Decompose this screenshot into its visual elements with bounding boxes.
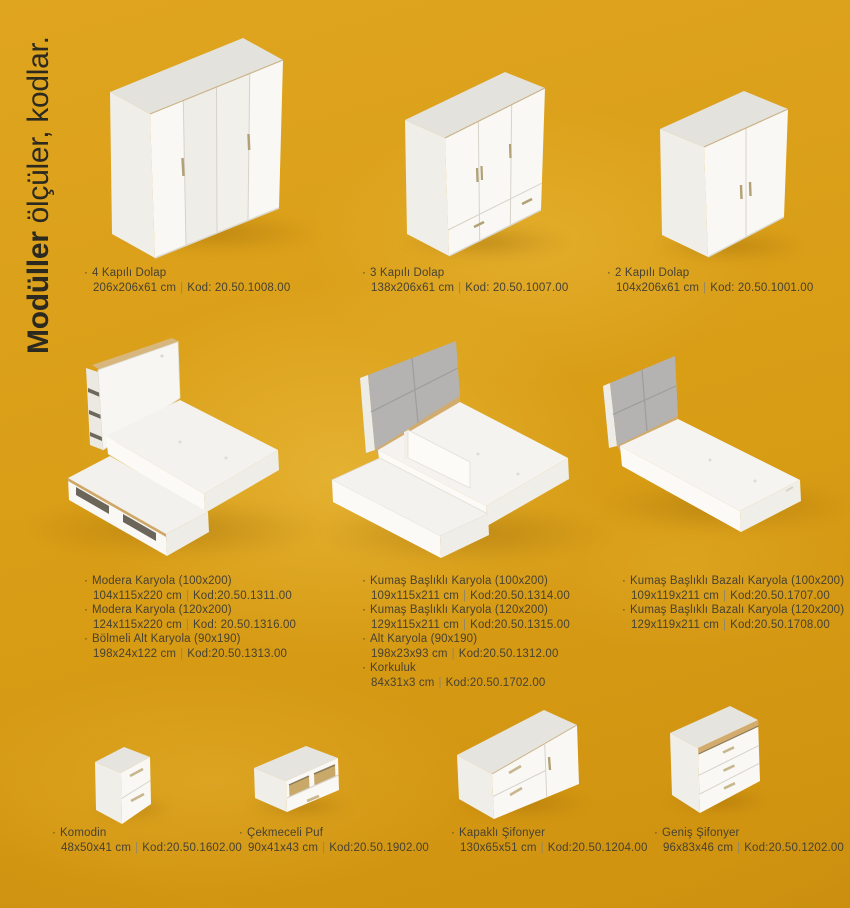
product-label-kumas-baslikli-karyola (362, 574, 570, 690)
drawer-pouf-illustration (246, 740, 346, 822)
nightstand-illustration (88, 738, 160, 830)
product-label-genis-sifonyer (654, 826, 844, 855)
dresser-with-door-illustration (447, 702, 582, 822)
product-dims: 198x23x93 cm (371, 647, 448, 660)
bullet: · (52, 827, 56, 839)
product-label-2-kapili-dolap (607, 266, 813, 295)
product-dims: 130x65x51 cm (460, 841, 537, 854)
product-code: Kod:20.50.1707.00 (730, 589, 830, 602)
product-label-kapakli-sifonyer (451, 826, 648, 855)
wardrobe-3-door-body (405, 72, 545, 256)
product-name: 2 Kapılı Dolap (614, 267, 690, 279)
product-dims: 129x119x211 cm (631, 618, 719, 631)
product-name-line (451, 826, 648, 841)
product-dims: 129x115x211 cm (371, 618, 459, 631)
product-name: 3 Kapılı Dolap (369, 267, 445, 279)
product-dims: 104x115x220 cm (93, 589, 182, 602)
product-dims: 206x206x61 cm (93, 281, 177, 294)
page-title-bold: Modüller (22, 231, 55, 354)
wardrobe-3-door-illustration (393, 62, 568, 260)
product-code: Kod: 20.50.1316.00 (192, 618, 297, 631)
product-code: Kod:20.50.1312.00 (458, 647, 559, 660)
separator: | (322, 841, 326, 854)
wardrobe-2-door-body (660, 91, 788, 257)
product-code: Kod:20.50.1708.00 (730, 618, 830, 631)
product-name: Modera Karyola (120x200) (91, 604, 232, 616)
product-label-modera-karyola (84, 574, 296, 661)
product-spec-line (451, 841, 648, 856)
wardrobe-2-door-illustration (650, 85, 800, 263)
separator: | (462, 589, 467, 602)
bed-base (620, 419, 801, 532)
product-name: Çekmeceli Puf (246, 827, 324, 839)
page-title-rest: ölçüler, kodlar. (22, 36, 55, 232)
product-spec-line (607, 281, 813, 296)
bullet: · (607, 267, 611, 279)
bullet: · (84, 575, 88, 587)
product-code: Kod:20.50.1902.00 (329, 841, 429, 854)
wardrobe-handle (741, 185, 742, 199)
product-dims: 90x41x43 cm (248, 841, 319, 854)
product-dims: 96x83x46 cm (663, 841, 734, 854)
bed-fabric-headboard-illustration (318, 336, 603, 564)
product-spec-line (654, 841, 844, 856)
product-name-line (239, 826, 429, 841)
product-code: Kod:20.50.1202.00 (744, 841, 844, 854)
product-code: Kod:20.50.1204.00 (547, 841, 648, 854)
bullet: · (622, 575, 626, 587)
product-code: Kod: 20.50.1007.00 (465, 281, 569, 294)
separator: | (703, 281, 707, 294)
separator: | (185, 618, 189, 631)
bullet: · (362, 575, 366, 587)
bullet: · (362, 267, 366, 279)
product-name: Komodin (59, 827, 107, 839)
product-spec-line (362, 618, 570, 633)
product-name-line (607, 266, 813, 281)
separator: | (722, 589, 727, 602)
product-dims: 124x115x220 cm (93, 618, 182, 631)
product-name: Kumaş Başlıklı Karyola (120x200) (369, 604, 549, 616)
product-name: Alt Karyola (90x190) (369, 633, 478, 645)
product-dims: 138x206x61 cm (371, 281, 455, 294)
bullet: · (451, 827, 455, 839)
product-code: Kod:20.50.1315.00 (470, 618, 570, 631)
product-spec-line (362, 647, 570, 662)
separator: | (737, 841, 741, 854)
separator: | (458, 281, 462, 294)
product-code: Kod:20.50.1314.00 (470, 589, 570, 602)
product-name-line (84, 574, 296, 589)
product-name: Kapaklı Şifonyer (458, 827, 546, 839)
product-name: Kumaş Başlıklı Karyola (100x200) (369, 575, 549, 587)
product-spec-line (84, 618, 296, 633)
product-dims: 48x50x41 cm (61, 841, 132, 854)
product-code: Kod: 20.50.1001.00 (710, 281, 814, 294)
bed-fabric-base-illustration (590, 348, 842, 550)
product-name-line (84, 603, 296, 618)
product-spec-line (622, 589, 844, 604)
bed-modera-illustration (30, 338, 315, 563)
bullet: · (362, 604, 366, 616)
product-dims: 198x24x122 cm (93, 647, 177, 660)
bullet: · (239, 827, 243, 839)
wardrobe-handle (482, 166, 483, 180)
wardrobe-handle (510, 144, 511, 158)
separator: | (462, 618, 467, 631)
product-spec-line (622, 618, 844, 633)
wardrobe-handle (249, 134, 250, 150)
dresser-body (457, 710, 579, 819)
product-name: Geniş Şifonyer (661, 827, 740, 839)
product-spec-line (84, 281, 290, 296)
product-code: Kod:20.50.1313.00 (187, 647, 288, 660)
bullet: · (622, 604, 626, 616)
separator: | (135, 841, 139, 854)
wardrobe-handle (477, 168, 478, 182)
dresser-body (670, 706, 760, 813)
product-spec-line (362, 281, 568, 296)
bullet: · (84, 633, 88, 645)
product-name: 4 Kapılı Dolap (91, 267, 167, 279)
separator: | (180, 281, 184, 294)
product-name: Korkuluk (369, 662, 416, 674)
separator: | (185, 589, 189, 602)
product-label-cekmeceli-puf (239, 826, 429, 855)
product-code: Kod: 20.50.1008.00 (187, 281, 291, 294)
separator: | (540, 841, 544, 854)
product-dims: 104x206x61 cm (616, 281, 700, 294)
wardrobe-4-door-illustration (95, 28, 310, 263)
pouf-body (254, 746, 339, 812)
product-label-kumas-baslikli-bazali-karyola (622, 574, 844, 632)
wardrobe-4-door-body (110, 38, 283, 258)
door-handle (549, 757, 550, 770)
bullet: · (84, 604, 88, 616)
product-code: Kod:20.50.1311.00 (192, 589, 292, 602)
product-dims: 84x31x3 cm (371, 676, 435, 689)
product-name-line (84, 266, 290, 281)
wardrobe-handle (750, 182, 751, 196)
product-name-line (362, 661, 570, 676)
product-name-line (362, 632, 570, 647)
product-spec-line (52, 841, 242, 856)
product-label-4-kapili-dolap (84, 266, 290, 295)
product-label-komodin (52, 826, 242, 855)
separator: | (438, 676, 442, 689)
product-name-line (622, 574, 844, 589)
product-code: Kod:20.50.1702.00 (445, 676, 546, 689)
product-name-line (362, 266, 568, 281)
page-title (22, 14, 56, 354)
product-label-3-kapili-dolap (362, 266, 568, 295)
product-name-line (622, 603, 844, 618)
product-spec-line (362, 589, 570, 604)
bullet: · (654, 827, 658, 839)
product-dims: 109x115x211 cm (371, 589, 459, 602)
product-name-line (84, 632, 296, 647)
bullet: · (84, 267, 88, 279)
product-name: Kumaş Başlıklı Bazalı Karyola (120x200) (629, 604, 845, 616)
product-code: Kod:20.50.1602.00 (142, 841, 242, 854)
separator: | (451, 647, 455, 660)
bullet: · (362, 662, 366, 674)
product-spec-line (84, 589, 296, 604)
product-name-line (362, 603, 570, 618)
wardrobe-handle (183, 158, 184, 176)
product-spec-line (239, 841, 429, 856)
product-name-line (654, 826, 844, 841)
separator: | (180, 647, 184, 660)
product-name: Modera Karyola (100x200) (91, 575, 232, 587)
nightstand-body (95, 747, 151, 824)
product-name: Bölmeli Alt Karyola (90x190) (91, 633, 241, 645)
product-name: Kumaş Başlıklı Bazalı Karyola (100x200) (629, 575, 845, 587)
product-spec-line (84, 647, 296, 662)
product-spec-line (362, 676, 570, 691)
wide-dresser-illustration (664, 703, 764, 818)
separator: | (722, 618, 727, 631)
product-name-line (362, 574, 570, 589)
product-dims: 109x119x211 cm (631, 589, 719, 602)
bullet: · (362, 633, 366, 645)
